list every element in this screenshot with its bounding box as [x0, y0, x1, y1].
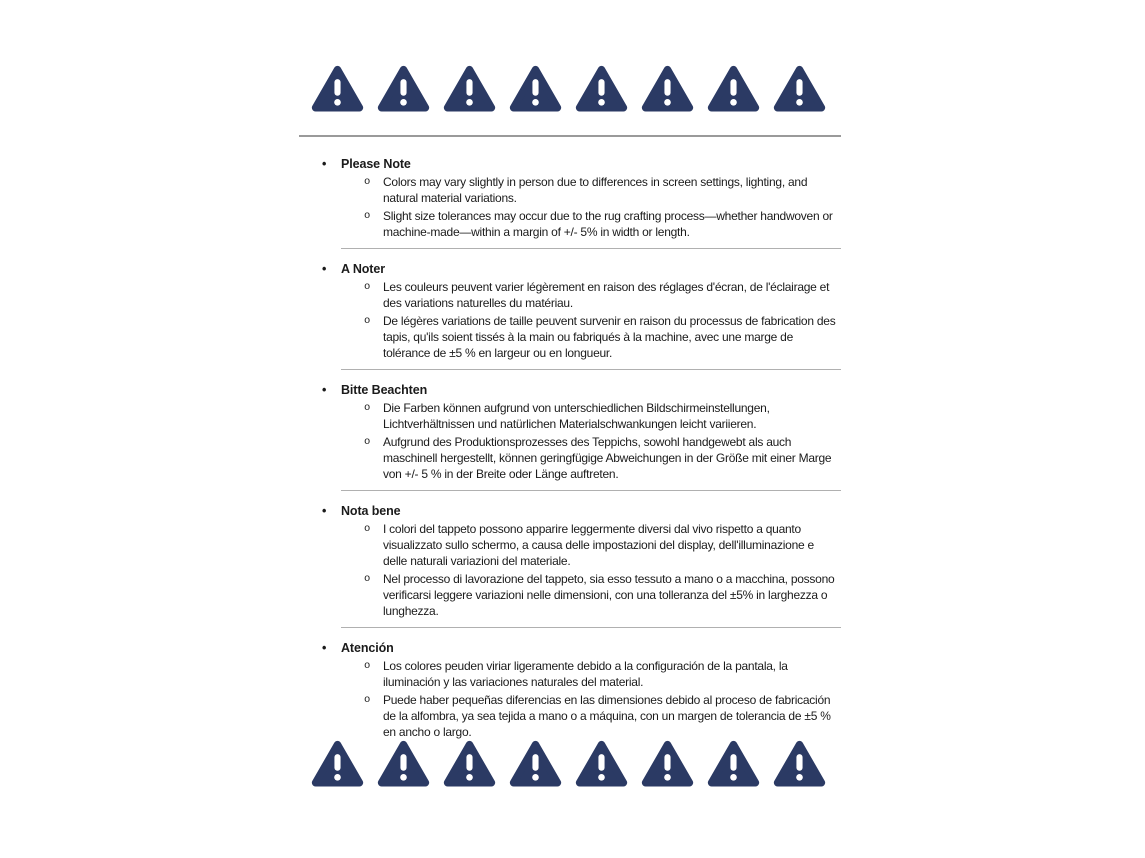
section-divider	[341, 369, 841, 370]
warning-triangle-icon	[707, 739, 760, 790]
sub-bullet-marker: o	[364, 694, 371, 706]
note-section-french	[318, 261, 843, 370]
sub-bullet-marker: o	[364, 573, 371, 585]
sub-bullet-marker: o	[364, 281, 371, 293]
warning-triangle-icon	[443, 739, 496, 790]
bullet-text: De légères variations de taille peuvent survenir en raison du processus de fabrication des tapis, qu'ils soient tissés à la main ou fabriqués à la machine, avec une marge de tolérance de ±5 % en largeur ou en longueur.	[383, 314, 836, 360]
warning-icons-top-row	[311, 64, 826, 115]
warning-triangle-icon	[509, 739, 562, 790]
warning-triangle-icon	[311, 64, 364, 115]
note-section-english	[318, 156, 843, 249]
bullet-item	[318, 571, 843, 619]
sub-bullet-marker: o	[364, 402, 371, 414]
bullet-text: Aufgrund des Produktionsprozesses des Teppichs, sowohl handgewebt als auch maschinell hergestellt, können geringfügige Abweichungen in der Größe mit einer Marge von +/- 5 % in der Breite oder Länge auftreten.	[383, 435, 832, 481]
notes-content	[318, 144, 843, 740]
sub-bullet-marker: o	[364, 176, 371, 188]
section-divider	[341, 248, 841, 249]
bullet-item	[318, 400, 843, 432]
bullet-item	[318, 208, 843, 240]
bullet-item	[318, 313, 843, 361]
bullet-marker: •	[322, 383, 327, 397]
warning-triangle-icon	[311, 739, 364, 790]
warning-triangle-icon	[641, 739, 694, 790]
section-heading: A Noter	[341, 262, 385, 276]
section-heading-row	[318, 503, 843, 519]
sub-bullet-marker: o	[364, 210, 371, 222]
bullet-text: Les couleurs peuvent varier légèrement en raison des réglages d'écran, de l'éclairage et des variations naturelles du matériau.	[383, 280, 830, 310]
warning-triangle-icon	[575, 739, 628, 790]
bullet-item	[318, 174, 843, 206]
warning-triangle-icon	[443, 64, 496, 115]
section-divider	[341, 627, 841, 628]
bullet-text: Nel processo di lavorazione del tappeto, sia esso tessuto a mano o a macchina, possono verificarsi leggere variazioni nelle dimensioni, con una tolleranza del ±5% in larghezza o lunghezza.	[383, 572, 835, 618]
warning-triangle-icon	[773, 64, 826, 115]
note-section-italian	[318, 503, 843, 628]
bullet-text: Colors may vary slightly in person due to differences in screen settings, lighting, and natural material variations.	[383, 175, 808, 205]
bullet-item	[318, 521, 843, 569]
section-bullets	[318, 174, 843, 240]
section-bullets	[318, 521, 843, 619]
bullet-marker: •	[322, 262, 327, 276]
warning-triangle-icon	[773, 739, 826, 790]
warning-triangle-icon	[377, 64, 430, 115]
top-divider	[299, 135, 841, 137]
section-bullets	[318, 279, 843, 361]
warning-triangle-icon	[575, 64, 628, 115]
bullet-text: Puede haber pequeñas diferencias en las dimensiones debido al proceso de fabricación de la alfombra, ya sea tejida a mano o a máquina, con un margen de tolerancia de ±5 % en ancho o largo.	[383, 693, 831, 739]
sub-bullet-marker: o	[364, 315, 371, 327]
sub-bullet-marker: o	[364, 436, 371, 448]
bullet-text: Die Farben können aufgrund von unterschiedlichen Bildschirmeinstellungen, Lichtverhältnissen und natürlichen Materialschwankungen leicht variieren.	[383, 401, 770, 431]
warning-triangle-icon	[641, 64, 694, 115]
bullet-item	[318, 658, 843, 690]
bullet-item	[318, 279, 843, 311]
bullet-item	[318, 692, 843, 740]
bullet-text: Slight size tolerances may occur due to the rug crafting process—whether handwoven or machine-made—within a margin of +/- 5% in width or length.	[383, 209, 833, 239]
sub-bullet-marker: o	[364, 660, 371, 672]
bullet-marker: •	[322, 641, 327, 655]
note-section-german	[318, 382, 843, 491]
section-heading-row	[318, 640, 843, 656]
bullet-item	[318, 434, 843, 482]
section-heading: Nota bene	[341, 504, 401, 518]
section-bullets	[318, 658, 843, 740]
bullet-marker: •	[322, 157, 327, 171]
note-section-spanish	[318, 640, 843, 740]
section-heading: Please Note	[341, 157, 411, 171]
bullet-text: Los colores peuden viriar ligeramente debido a la configuración de la pantala, la iluminación y las variaciones naturales del material.	[383, 659, 788, 689]
bullet-text: I colori del tappeto possono apparire leggermente diversi dal vivo rispetto a quanto visualizzato sullo schermo, a causa delle impostazioni del display, dell'illuminazione e delle naturali variazioni del materiale.	[383, 522, 814, 568]
section-heading: Bitte Beachten	[341, 383, 428, 397]
sub-bullet-marker: o	[364, 523, 371, 535]
section-heading-row	[318, 261, 843, 277]
section-divider	[341, 490, 841, 491]
section-heading-row	[318, 156, 843, 172]
bullet-marker: •	[322, 504, 327, 518]
warning-triangle-icon	[509, 64, 562, 115]
section-heading-row	[318, 382, 843, 398]
section-heading: Atención	[341, 641, 394, 655]
warning-triangle-icon	[377, 739, 430, 790]
warning-icons-bottom-row	[311, 739, 826, 790]
warning-triangle-icon	[707, 64, 760, 115]
section-bullets	[318, 400, 843, 482]
